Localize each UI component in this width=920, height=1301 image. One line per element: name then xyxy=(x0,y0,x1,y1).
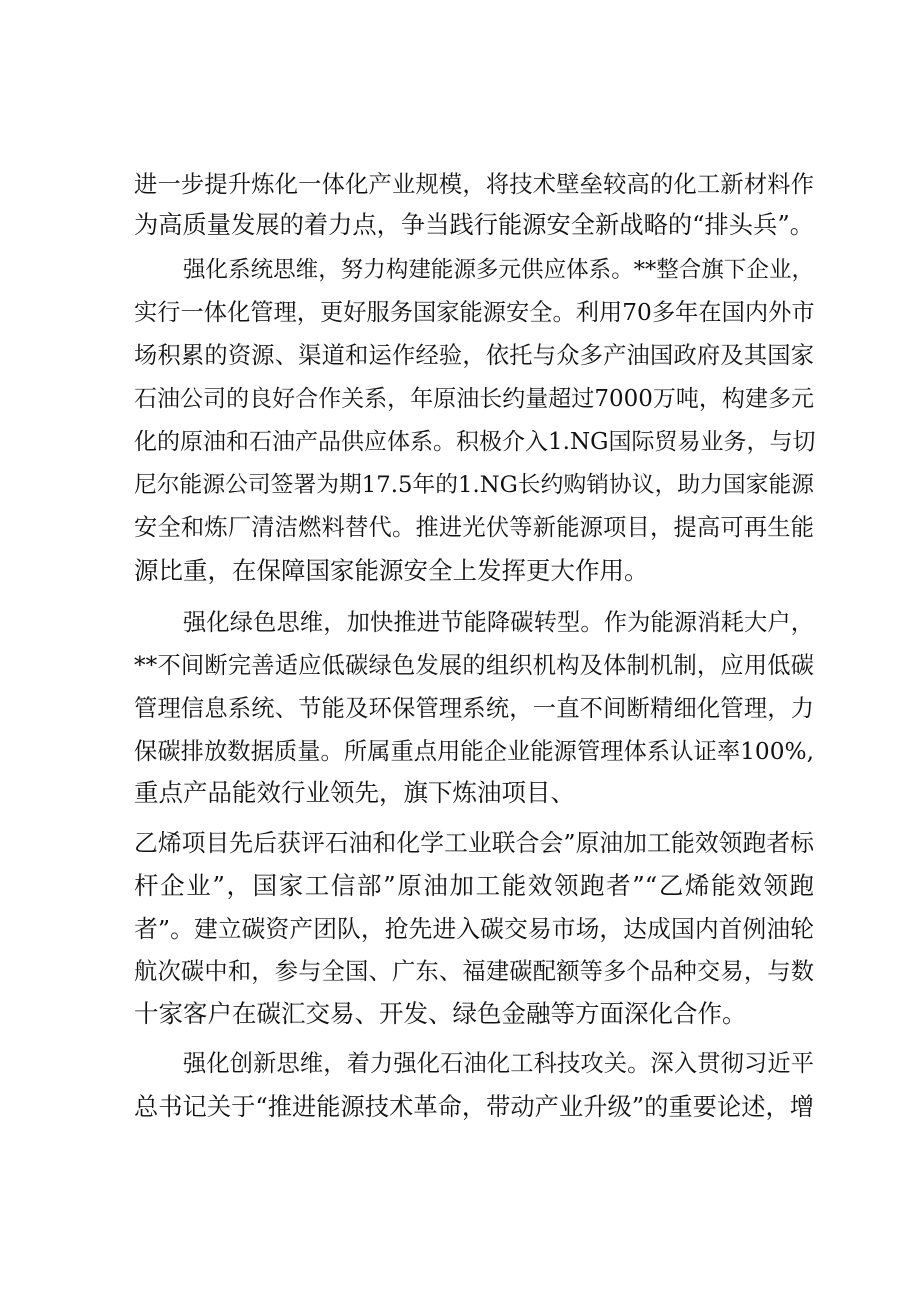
paragraph-2-line-8: 源比重，在保障国家能源安全上发挥更大作用。 xyxy=(134,556,649,585)
paragraph-3-line-1: 强化绿色思维，加快推进节能降碳转型。作为能源消耗大户， xyxy=(183,609,814,636)
paragraph-2-line-6: 尼尔能源公司签署为期17.5年的1.NG长约购销协议，助力国家能源 xyxy=(134,472,814,498)
paragraph-3-line-3: 管理信息系统、节能及环保管理系统，一直不间断精细化管理，力 xyxy=(134,695,814,722)
paragraph-4-line-4: 航次碳中和，参与全国、广东、福建碳配额等多个品种交易，与数 xyxy=(134,958,814,985)
paragraph-4-line-5: 十家客户在碳汇交易、开发、绿色金融等方面深化合作。 xyxy=(134,999,747,1028)
paragraph-5-line-2: 总书记关于“推进能源技术革命，带动产业升级”的重要论述，增 xyxy=(134,1092,814,1121)
paragraph-5-line-1: 强化创新思维，着力强化石油化工科技攻关。深入贯彻习近平 xyxy=(183,1050,814,1077)
paragraph-2-line-7: 安全和炼厂清洁燃料替代。推进光伏等新能源项目，提高可再生能 xyxy=(134,514,814,541)
paragraph-3-line-4: 保碳排放数据质量。所属重点用能企业能源管理体系认证率100%, xyxy=(134,738,814,765)
paragraph-1-line-1: 进一步提升炼化一体化产业规模，将技术壁垒较高的化工新材料作 xyxy=(134,171,814,198)
paragraph-2-line-1: 强化系统思维，努力构建能源多元供应体系。**整合旗下企业， xyxy=(183,257,814,283)
paragraph-2-line-3: 场积累的资源、渠道和运作经验，依托与众多产油国政府及其国家 xyxy=(134,342,814,369)
paragraph-1-line-2: 为高质量发展的着力点，争当践行能源安全新战略的“排头兵”。 xyxy=(134,210,814,239)
paragraph-2-line-4: 石油公司的良好合作关系，年原油长约量超过7000万吨，构建多元 xyxy=(134,386,814,412)
paragraph-2-line-2: 实行一体化管理，更好服务国家能源安全。利用70多年在国内外市 xyxy=(134,299,815,326)
paragraph-2-line-5: 化的原油和石油产品供应体系。积极介入1.NG国际贸易业务，与切 xyxy=(134,429,816,455)
paragraph-3-line-5: 重点产品能效行业领先，旗下炼油项目、 xyxy=(134,778,575,807)
paragraph-4-line-1: 乙烯项目先后获评石油和化学工业联合会”原油加工能效领跑者标 xyxy=(134,829,814,857)
paragraph-3-line-2: **不间断完善适应低碳绿色发展的组织机构及体制机制，应用低碳 xyxy=(134,652,814,679)
paragraph-4-line-2: 杆企业”，国家工信部”原油加工能效领跑者”“乙烯能效领跑 xyxy=(134,871,814,900)
paragraph-4-line-3: 者”。建立碳资产团队，抢先进入碳交易市场，达成国内首例油轮 xyxy=(134,915,814,943)
